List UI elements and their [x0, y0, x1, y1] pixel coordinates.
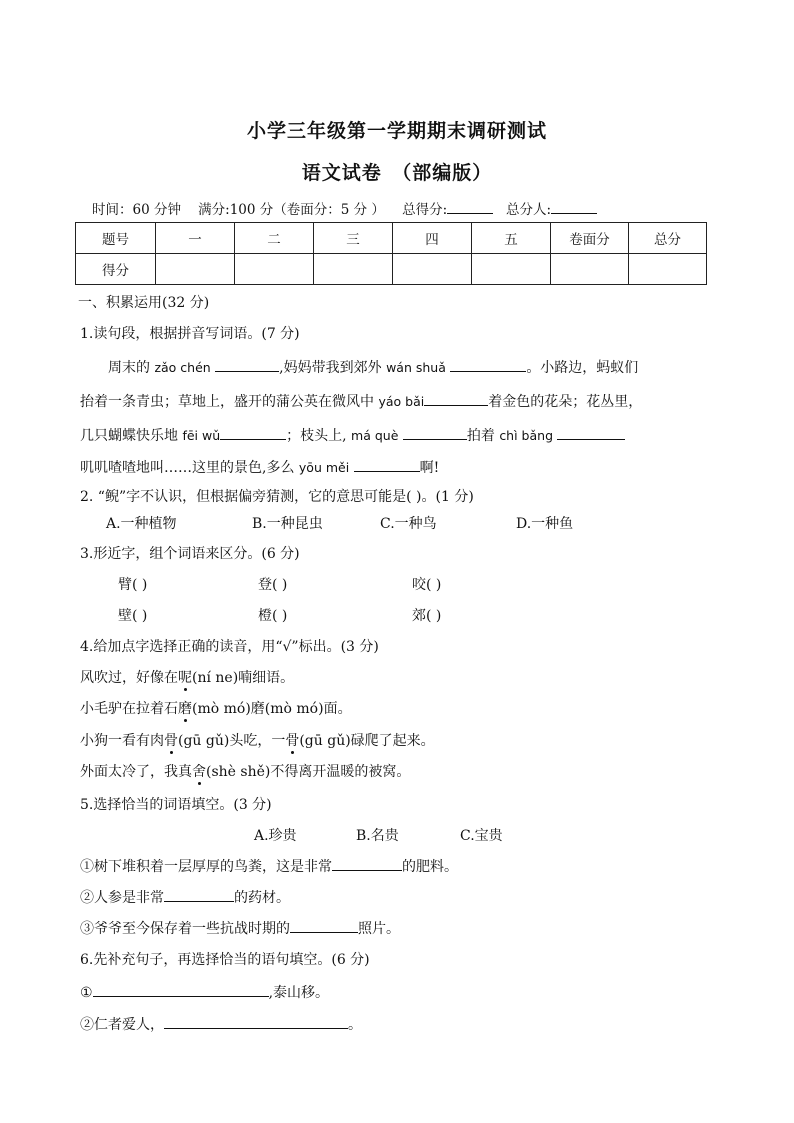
- q6-text: ,泰山移。: [268, 985, 330, 1001]
- q2-option-c[interactable]: C.一种鸟: [380, 516, 437, 532]
- q2-option-d[interactable]: D.一种鱼: [516, 516, 574, 532]
- exam-time: 时间：60 分钟: [92, 202, 181, 218]
- q4-sentence: [80, 761, 410, 781]
- q4-text[interactable]: (ní ne)喃细语。: [192, 670, 295, 686]
- score-table-header-cell: 总分: [629, 223, 707, 254]
- score-table: [75, 222, 707, 285]
- q1-line-3: [80, 425, 625, 445]
- q1-text: ,妈妈带我到郊外: [279, 360, 382, 376]
- answer-blank[interactable]: [215, 357, 279, 372]
- q1-text: 拍着: [466, 428, 495, 444]
- q4-sentence: [80, 730, 435, 750]
- q6-sentence: [80, 982, 329, 1002]
- q4-sentence: [80, 667, 294, 687]
- pinyin-prompt: fēi wǔ: [182, 428, 221, 443]
- q1-text: 抬着一条青虫；草地上，盛开的蒲公英在微风中: [80, 394, 374, 410]
- q6-text: ②仁者爱人，: [80, 1017, 164, 1033]
- q6-text: 。: [348, 1017, 362, 1033]
- q1-text: 周末的: [108, 360, 150, 376]
- q1-prompt: 1.读句段，根据拼音写词语。(7 分): [80, 326, 300, 342]
- q4-text: 外面太冷了，我真: [80, 764, 192, 780]
- pinyin-prompt: wán shuǎ: [386, 360, 446, 375]
- score-table-header-row: [76, 223, 707, 254]
- pinyin-prompt: má què: [351, 428, 399, 443]
- answer-blank[interactable]: [220, 425, 286, 440]
- q5-text: 的药材。: [234, 890, 290, 906]
- score-cell[interactable]: [551, 254, 629, 285]
- score-cell[interactable]: [393, 254, 472, 285]
- q3-item[interactable]: 臂( ): [118, 577, 148, 593]
- q4-text[interactable]: (shè shě)不得离开温暖的被窝。: [206, 764, 411, 780]
- q1-line-2: [80, 391, 642, 411]
- dotted-character: 舍: [192, 764, 206, 780]
- q3-item[interactable]: 登( ): [258, 577, 288, 593]
- score-table-header-cell: 五: [472, 223, 551, 254]
- q3-item[interactable]: 壁( ): [118, 608, 148, 624]
- answer-blank[interactable]: [450, 357, 526, 372]
- dotted-character: 骨: [285, 733, 300, 749]
- answer-blank[interactable]: [557, 425, 625, 440]
- score-table-header-cell: 四: [393, 223, 472, 254]
- q5-option-c[interactable]: C.宝贵: [460, 828, 503, 844]
- answer-blank[interactable]: [93, 982, 269, 997]
- total-score-blank[interactable]: [447, 199, 493, 214]
- pinyin-prompt: chì bǎng: [499, 428, 554, 443]
- scorer-blank[interactable]: [551, 199, 597, 214]
- q3-item[interactable]: 咬( ): [412, 577, 442, 593]
- dotted-character: 磨: [178, 701, 192, 717]
- q1-text: 。小路边，蚂蚁们: [526, 360, 639, 376]
- answer-blank[interactable]: [164, 887, 234, 902]
- scorer-label: 总分人:: [506, 202, 552, 218]
- q2-option-b[interactable]: B.一种昆虫: [252, 516, 323, 532]
- section-heading: 一、积累运用(32 分): [78, 295, 210, 311]
- q4-text: 小狗一看有肉: [80, 733, 164, 749]
- q5-option-a[interactable]: A.珍贵: [254, 828, 297, 844]
- dotted-character: 呢: [178, 670, 192, 686]
- q5-sentence: [80, 918, 400, 938]
- answer-blank[interactable]: [332, 856, 402, 871]
- q4-text: 风吹过，好像在: [80, 670, 178, 686]
- score-table-header-cell: 题号: [76, 223, 156, 254]
- q1-text: 几只蝴蝶快乐地: [80, 428, 178, 444]
- total-score-label: 总得分:: [402, 202, 448, 218]
- answer-blank[interactable]: [354, 457, 420, 472]
- score-table-header-cell: 二: [235, 223, 314, 254]
- q5-text: 照片。: [358, 921, 400, 937]
- exam-title: 小学三年级第一学期期末调研测试: [246, 120, 547, 142]
- q1-text: 着金色的花朵；花丛里，: [488, 394, 643, 410]
- q1-line-4: [80, 457, 439, 477]
- q5-text: ③爷爷至今保存着一些抗战时期的: [80, 921, 290, 937]
- pinyin-prompt: yáo bǎi: [378, 394, 425, 409]
- pinyin-prompt: zǎo chén: [154, 360, 211, 375]
- score-table-score-row: [76, 254, 707, 285]
- exam-subtitle: 语文试卷 （部编版）: [301, 162, 493, 184]
- q5-option-b[interactable]: B.名贵: [356, 828, 399, 844]
- score-table-header-cell: 三: [314, 223, 393, 254]
- score-cell[interactable]: [235, 254, 314, 285]
- q3-prompt: 3.形近字，组个词语来区分。(6 分): [80, 546, 300, 562]
- q1-line-1: [108, 357, 638, 377]
- q4-text[interactable]: (gū gǔ)头吃，一: [178, 733, 286, 749]
- q6-text: ①: [80, 985, 93, 1001]
- q5-sentence: [80, 887, 290, 907]
- score-cell[interactable]: [314, 254, 393, 285]
- q5-text: ②人参是非常: [80, 890, 164, 906]
- exam-full-score: 满分:100 分（卷面分：5 分 ）: [198, 202, 385, 218]
- q2-prompt: 2. “鲵”字不认识，但根据偏旁猜测，它的意思可能是( )。(1 分): [80, 489, 474, 505]
- q1-text: 啊!: [419, 460, 440, 476]
- q1-text: ；枝头上,: [286, 428, 347, 444]
- q4-prompt: 4.给加点字选择正确的读音，用“√”标出。(3 分): [80, 639, 379, 655]
- score-cell[interactable]: [629, 254, 707, 285]
- q5-prompt: 5.选择恰当的词语填空。(3 分): [80, 797, 272, 813]
- answer-blank[interactable]: [164, 1014, 348, 1029]
- q5-text: 的肥料。: [402, 859, 458, 875]
- score-row-label: 得分: [76, 254, 156, 285]
- q5-sentence: [80, 856, 458, 876]
- q6-prompt: 6.先补充句子，再选择恰当的语句填空。(6 分): [80, 952, 370, 968]
- q4-text[interactable]: (mò mó)磨(mò mó)面。: [192, 701, 352, 717]
- q3-item[interactable]: 郊( ): [412, 608, 442, 624]
- answer-blank[interactable]: [290, 918, 358, 933]
- exam-info: [92, 198, 597, 218]
- score-cell[interactable]: [472, 254, 551, 285]
- q3-item[interactable]: 橙( ): [258, 608, 288, 624]
- score-table-header-cell: 卷面分: [551, 223, 629, 254]
- score-cell[interactable]: [156, 254, 235, 285]
- q4-text[interactable]: (gū gǔ)碌爬了起来。: [299, 733, 435, 749]
- dotted-character: 骨: [164, 733, 178, 749]
- q5-text: ①树下堆积着一层厚厚的鸟粪，这是非常: [80, 859, 332, 875]
- q1-text: 叽叽喳喳地叫……这里的景色,多么: [80, 460, 295, 476]
- pinyin-prompt: yōu měi: [298, 460, 350, 475]
- q4-sentence: [80, 698, 352, 718]
- answer-blank[interactable]: [424, 391, 488, 406]
- answer-blank[interactable]: [403, 425, 467, 440]
- q4-text: 小毛驴在拉着石: [80, 701, 178, 717]
- q6-sentence: [80, 1014, 362, 1034]
- score-table-header-cell: 一: [156, 223, 235, 254]
- q2-option-a[interactable]: A.一种植物: [106, 516, 177, 532]
